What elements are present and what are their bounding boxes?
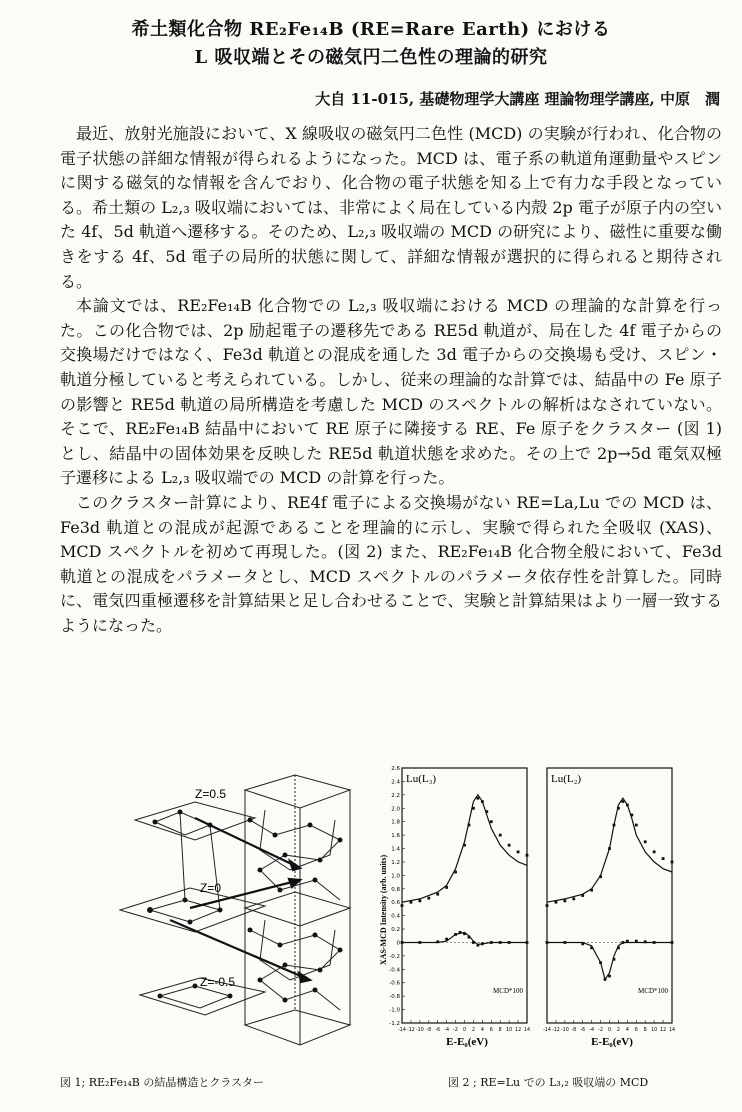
series-xas-calc: [402, 795, 527, 902]
spectrum-panel-2: [543, 768, 675, 1033]
x-tick-label: 0: [462, 1028, 467, 1033]
x-tick-label: -12: [552, 1028, 560, 1033]
point-xas-exp: [630, 814, 633, 817]
point-mcd-exp: [599, 961, 602, 964]
paragraph-2: 本論文では、RE₂Fe₁₄B 化合物での L₂,₃ 吸収端における MCD の理論的な計算を行った。この化合物では、2p 励起電子の遷移先である RE5d 軌道が、局在した 4f 電子からの交換場だけではなく、Fe3d 軌道との混成を通した 3d 電子からの交換場も受け、スピン・軌道分極していると考えられている。しかし、従来の理論的な計算では、結晶中の Fe 原子の影響と RE5d 軌道の局所構造を考慮した MCD のスペクトルの解析はなされていない。そこで、RE₂Fe₁₄B 結晶中において RE 原子に隣接する RE、Fe 原子をクラスター (図 1) とし、結晶中の固体効果を反映した RE5d 軌道状態を求めた。その上で 2p→5d 電気双極子遷移による L₂,₃ 吸収端での MCD の計算を行った。: [60, 296, 722, 488]
point-xas-exp: [671, 861, 674, 864]
point-xas-exp: [476, 797, 479, 800]
figure-2-xlabel-right: E-E₀(eV): [591, 1036, 633, 1048]
point-mcd-exp: [481, 942, 484, 945]
point-mcd-exp: [604, 978, 607, 981]
point-mcd-exp: [459, 931, 462, 934]
author-line: 大自 11-015, 基礎物理学大講座 理論物理学講座, 中原 潤: [315, 90, 720, 108]
point-xas-exp: [468, 824, 471, 827]
point-xas-exp: [481, 800, 484, 803]
point-mcd-exp: [508, 941, 511, 944]
point-xas-exp: [418, 899, 421, 902]
point-xas-exp: [490, 820, 493, 823]
x-tick-label: 6: [634, 1028, 638, 1033]
x-tick-label: 8: [643, 1028, 647, 1033]
point-xas-exp: [626, 804, 629, 807]
y-tick-label: -1.2: [389, 1021, 400, 1027]
panel-title: Lu(L₃): [406, 773, 437, 785]
y-tick-label: 1.4: [391, 846, 400, 853]
point-mcd-exp: [653, 941, 656, 944]
x-tick-label: 12: [660, 1028, 667, 1033]
point-mcd-exp: [418, 941, 421, 944]
point-xas-exp: [590, 889, 593, 892]
paragraph-1: 最近、放射光施設において、X 線吸収の磁気円二色性 (MCD) の実験が行われ、化合物の電子状態の詳細な情報が得られるようになった。MCD は、電子系の軌道角運動量やスピンに関する磁気的な情報を含んでおり、化合物の電子状態を知る上で有力な手段となっている。希土類の L₂,₃ 吸収端においては、非常によく局在している内殻 2p 電子が原子内の空いた 4f、5d 軌道へ遷移する。そのため、L₂,₃ 吸収端の MCD の研究により、磁性に重要な働きをする 4f、5d 電子の局所的状態に関して、詳細な情報が選択的に得られると期待される。: [60, 124, 722, 291]
figure-1-caption: 図 1; RE₂Fe₁₄B の結晶構造とクラスター: [60, 1076, 265, 1089]
figure-2-caption: 図 2 ; RE=Lu での L₃,₂ 吸収端の MCD: [448, 1076, 649, 1089]
point-mcd-exp: [526, 941, 529, 944]
x-tick-label: -10: [415, 1028, 424, 1033]
y-tick-label: -0.6: [389, 980, 400, 987]
mcd-scale-label: MCD*100: [638, 986, 668, 995]
point-xas-exp: [472, 807, 475, 810]
point-mcd-exp: [490, 941, 493, 944]
point-mcd-exp: [476, 944, 479, 947]
x-tick-label: 14: [668, 1028, 676, 1033]
x-tick-label: -2: [598, 1028, 603, 1033]
figure-2-mcd-spectra: [372, 760, 702, 1055]
point-mcd-exp: [436, 940, 439, 943]
point-xas-exp: [454, 871, 457, 874]
point-xas-exp: [563, 899, 566, 902]
paper-title-line1: 希土類化合物 RE₂Fe₁₄B (RE=Rare Earth) における: [131, 19, 611, 40]
series-xas-calc: [547, 798, 672, 902]
series-mcd-calc: [547, 943, 672, 980]
panel-frame: [402, 768, 527, 1023]
point-xas-exp: [635, 824, 638, 827]
y-tick-label: 1.0: [391, 873, 400, 880]
x-tick-label: -8: [571, 1028, 577, 1033]
point-xas-exp: [499, 834, 502, 837]
point-mcd-exp: [454, 933, 457, 936]
point-mcd-exp: [635, 940, 638, 943]
y-tick-label: 1.2: [391, 859, 400, 866]
x-tick-label: 10: [651, 1028, 658, 1033]
figure-2-ylabel: XAS-MCD Intensity (arb. units): [379, 854, 388, 966]
mcd-scale-label: MCD*100: [493, 986, 523, 995]
point-xas-exp: [644, 840, 647, 843]
point-xas-exp: [572, 897, 575, 900]
y-tick-label: 0.6: [391, 900, 400, 907]
y-tick-label: -0.8: [389, 994, 400, 1001]
y-tick-label: 2.0: [391, 806, 400, 813]
x-tick-label: -10: [560, 1028, 569, 1033]
y-tick-label: 1.8: [391, 819, 400, 826]
y-tick-label: -1.0: [389, 1007, 400, 1014]
point-mcd-exp: [644, 940, 647, 943]
point-xas-exp: [401, 904, 404, 907]
point-xas-exp: [608, 847, 611, 850]
x-tick-label: -6: [580, 1028, 586, 1033]
point-mcd-exp: [608, 975, 611, 978]
y-tick-label: 2.2: [391, 792, 400, 799]
x-tick-label: -14: [398, 1028, 406, 1033]
x-tick-label: 6: [489, 1028, 493, 1033]
point-xas-exp: [517, 850, 520, 853]
x-tick-label: 10: [506, 1028, 513, 1033]
point-xas-exp: [621, 800, 624, 803]
point-mcd-exp: [613, 958, 616, 961]
point-xas-exp: [613, 824, 616, 827]
x-tick-label: -2: [453, 1028, 458, 1033]
x-tick-label: 4: [480, 1028, 484, 1033]
y-tick-label: 0.2: [391, 927, 400, 934]
point-xas-exp: [546, 904, 549, 907]
y-tick-label: 2.6: [391, 766, 400, 772]
point-xas-exp: [508, 844, 511, 847]
point-mcd-exp: [445, 938, 448, 941]
x-tick-label: -8: [426, 1028, 432, 1033]
x-tick-label: 12: [515, 1028, 522, 1033]
label-z-bottom: Z=-0.5: [200, 975, 236, 989]
panel-title: Lu(L₂): [551, 773, 582, 785]
point-xas-exp: [599, 875, 602, 878]
point-mcd-exp: [463, 932, 466, 935]
paragraph-3: このクラスター計算により、RE4f 電子による交換場がない RE=La,Lu での MCD は、Fe3d 軌道との混成が起源であることを理論的に示し、実験で得られた全吸収 (XAS)、MCD スペクトルを初めて再現した。(図 2) また、RE₂Fe₁₄B 化合物全般において、Fe3d 軌道との混成をパラメータとし、MCD スペクトルのパラメータ依存性を計算した。同時に、電気四重極遷移を計算結果と足し合わせることで、実験と計算結果はより一層一致するようになった。: [60, 492, 722, 635]
figure-2-xlabel-left: E-E₀(eV): [446, 1036, 488, 1048]
point-xas-exp: [555, 901, 558, 904]
x-tick-label: 4: [625, 1028, 629, 1033]
point-mcd-exp: [590, 946, 593, 949]
y-tick-label: 1.6: [391, 833, 400, 840]
x-tick-label: 2: [616, 1028, 620, 1033]
y-tick-label: 0: [396, 940, 400, 947]
point-xas-exp: [485, 810, 488, 813]
x-tick-label: 0: [607, 1028, 612, 1033]
point-mcd-exp: [563, 941, 566, 944]
point-mcd-exp: [626, 940, 629, 943]
point-xas-exp: [653, 850, 656, 853]
point-xas-exp: [617, 807, 620, 810]
point-xas-exp: [581, 894, 584, 897]
point-mcd-exp: [401, 941, 404, 944]
point-mcd-exp: [581, 942, 584, 945]
y-tick-label: -0.4: [389, 967, 400, 974]
figure-1-crystal-structure: [100, 760, 370, 1060]
point-xas-exp: [463, 844, 466, 847]
panel-frame: [547, 768, 672, 1023]
point-xas-exp: [436, 893, 439, 896]
point-mcd-exp: [621, 941, 624, 944]
point-mcd-exp: [546, 941, 549, 944]
spectrum-panel-1: [389, 766, 530, 1033]
point-mcd-exp: [468, 936, 471, 939]
label-z-top: Z=0.5: [195, 787, 227, 801]
x-tick-label: 2: [471, 1028, 475, 1033]
point-mcd-exp: [617, 946, 620, 949]
y-tick-label: -0.2: [389, 953, 400, 960]
point-mcd-exp: [671, 941, 674, 944]
y-tick-label: 0.4: [391, 913, 400, 920]
y-tick-label: 0.8: [391, 886, 400, 893]
x-tick-label: 8: [498, 1028, 502, 1033]
x-tick-label: -6: [435, 1028, 441, 1033]
point-mcd-exp: [499, 941, 502, 944]
point-xas-exp: [427, 897, 430, 900]
paper-title-line2: L 吸収端とその磁気円二色性の理論的研究: [194, 47, 548, 68]
point-xas-exp: [445, 886, 448, 889]
x-tick-label: -4: [444, 1028, 450, 1033]
y-tick-label: 2.4: [391, 779, 400, 786]
point-xas-exp: [526, 854, 529, 857]
abstract-body: [60, 122, 722, 638]
label-z-mid: Z=0: [200, 881, 222, 895]
point-xas-exp: [410, 901, 413, 904]
x-tick-label: -4: [589, 1028, 595, 1033]
point-xas-exp: [662, 857, 665, 860]
x-tick-label: -14: [543, 1028, 551, 1033]
x-tick-label: 14: [523, 1028, 531, 1033]
point-mcd-exp: [472, 941, 475, 944]
x-tick-label: -12: [407, 1028, 415, 1033]
